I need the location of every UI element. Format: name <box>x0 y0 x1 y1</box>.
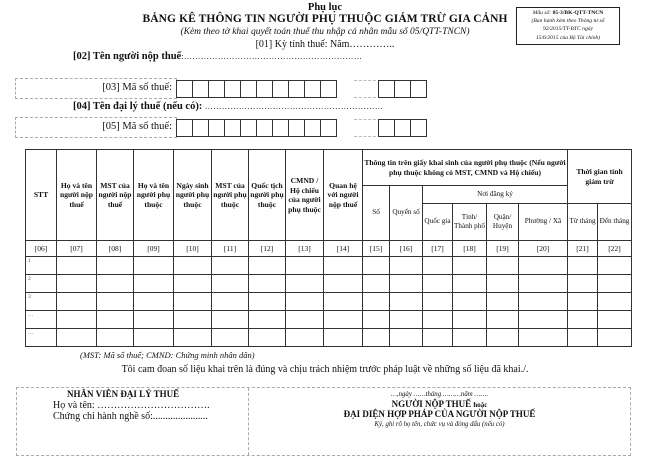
table-cell[interactable] <box>134 257 174 275</box>
table-cell[interactable] <box>324 257 363 275</box>
table-cell[interactable] <box>249 329 286 347</box>
column-code: [14] <box>324 241 363 257</box>
digit-box[interactable] <box>176 80 193 98</box>
table-cell[interactable] <box>519 311 568 329</box>
form-code: 05-3/BK-QTT-TNCN <box>552 10 604 16</box>
table-cell[interactable] <box>97 311 134 329</box>
agent-tax-code-label: [05] Mã số thuế: <box>102 121 172 132</box>
table-cell[interactable] <box>286 329 324 347</box>
table-cell[interactable] <box>598 275 632 293</box>
header-stt: STT <box>26 150 57 241</box>
document-title: BẢNG KÊ THÔNG TIN NGƯỜI PHỤ THUỘC GIẢM TRỪ GIA CẢNH <box>142 13 508 25</box>
table-cell[interactable] <box>423 293 453 311</box>
table-cell[interactable] <box>453 311 487 329</box>
taxpayer-tax-code-suffix-boxes[interactable] <box>378 80 426 98</box>
header-birth-certificate-group: Thông tin trên giấy khai sinh của người phụ thuộc (Nếu người phụ thuộc không có MST, CMND và Hộ chiếu) <box>363 150 568 186</box>
header-dependent-mst: MST của người phụ thuộc <box>212 150 249 241</box>
column-code: [22] <box>598 241 632 257</box>
table-cell[interactable] <box>568 257 598 275</box>
table-cell[interactable] <box>519 275 568 293</box>
header-registration-place: Nơi đăng ký <box>423 186 568 204</box>
document-subtitle: (Kèm theo tờ khai quyết toán thuế thu nhập cá nhân mẫu số 05/QTT-TNCN) <box>180 27 470 37</box>
taxpayer-name-field[interactable] <box>73 51 362 62</box>
signature-section <box>16 387 631 456</box>
column-code: [12] <box>249 241 286 257</box>
table-cell[interactable] <box>453 293 487 311</box>
column-code: [17] <box>423 241 453 257</box>
header-relationship: Quan hệ với người nộp thuế <box>324 150 363 241</box>
header-dependent-nationality: Quốc tịch người phụ thuộc <box>249 150 286 241</box>
table-cell[interactable] <box>174 311 212 329</box>
pledge-statement: Tôi cam đoan số liệu khai trên là đúng và chịu trách nhiệm trước pháp luật về những số liệu đã khai./. <box>121 364 529 375</box>
table-cell[interactable] <box>286 275 324 293</box>
column-code: [13] <box>286 241 324 257</box>
digit-box[interactable] <box>410 80 427 98</box>
table-cell[interactable] <box>97 275 134 293</box>
table-cell[interactable] <box>174 293 212 311</box>
table-cell[interactable] <box>487 329 519 347</box>
table-cell[interactable] <box>249 257 286 275</box>
header-dependent-id: CMND / Hộ chiếu của người phụ thuộc <box>286 150 324 241</box>
table-cell[interactable] <box>519 293 568 311</box>
table-cell[interactable] <box>598 293 632 311</box>
agent-tax-code-label-box <box>15 117 177 138</box>
table-cell[interactable] <box>57 311 97 329</box>
digit-box[interactable] <box>288 80 305 98</box>
table-cell[interactable] <box>174 275 212 293</box>
agent-tax-code-suffix-boxes[interactable] <box>378 119 426 137</box>
header-number: Số <box>363 186 390 241</box>
taxpayer-name-label: [02] Tên người nộp thuế <box>73 51 182 62</box>
table-cell[interactable] <box>363 329 390 347</box>
table-row <box>26 329 632 347</box>
column-code: [11] <box>212 241 249 257</box>
header-deduction-period-group: Thời gian tính giảm trừ <box>568 150 632 204</box>
tax-agent-name-input[interactable]: ……………………………………………………… <box>202 102 384 111</box>
column-code: [19] <box>487 241 519 257</box>
table-cell[interactable] <box>324 311 363 329</box>
row-number: 1 <box>26 257 57 275</box>
table-cell[interactable] <box>363 275 390 293</box>
table-cell[interactable] <box>249 293 286 311</box>
table-cell[interactable] <box>134 311 174 329</box>
column-code: [06] <box>26 241 57 257</box>
table-row <box>26 311 632 329</box>
table-cell[interactable] <box>423 257 453 275</box>
table-cell[interactable] <box>324 329 363 347</box>
column-code: [16] <box>390 241 423 257</box>
table-cell[interactable] <box>363 311 390 329</box>
tax-period-field[interactable]: [01] Kỳ tính thuế: Năm………….. <box>255 39 395 50</box>
digit-box[interactable] <box>272 80 289 98</box>
row-number: 3 <box>26 293 57 311</box>
table-cell[interactable] <box>212 311 249 329</box>
header-dependent-name: Họ và tên người phụ thuộc <box>134 150 174 241</box>
digit-box[interactable] <box>378 119 395 137</box>
digit-box[interactable] <box>272 119 289 137</box>
form-code-prefix: Mẫu số: <box>532 10 553 16</box>
table-cell[interactable] <box>134 275 174 293</box>
digit-box[interactable] <box>304 80 321 98</box>
column-code: [09] <box>134 241 174 257</box>
table-cell[interactable] <box>423 275 453 293</box>
taxpayer-tax-code-boxes[interactable] <box>176 80 336 98</box>
digit-box[interactable] <box>192 80 209 98</box>
table-cell[interactable] <box>390 275 423 293</box>
separator <box>354 119 376 137</box>
digit-box[interactable] <box>240 119 257 137</box>
digit-box[interactable] <box>176 119 193 137</box>
table-cell[interactable] <box>286 293 324 311</box>
dependents-table <box>25 149 632 349</box>
table-cell[interactable] <box>324 293 363 311</box>
tax-agent-staff-name-field[interactable]: Họ và tên: ……………………………. <box>53 400 210 411</box>
form-issued-line: (Ban hành kèm theo Thông tư số <box>531 18 605 25</box>
taxpayer-signature-block <box>249 390 630 429</box>
digit-box[interactable] <box>208 80 225 98</box>
digit-box[interactable] <box>256 119 273 137</box>
table-cell[interactable] <box>286 311 324 329</box>
table-cell[interactable] <box>249 275 286 293</box>
table-cell[interactable] <box>453 257 487 275</box>
table-cell[interactable] <box>212 257 249 275</box>
header-dependent-dob: Ngày sinh người phụ thuộc <box>174 150 212 241</box>
digit-box[interactable] <box>320 119 337 137</box>
table-row <box>26 257 632 275</box>
table-cell[interactable] <box>174 329 212 347</box>
table-cell[interactable] <box>57 275 97 293</box>
separator <box>354 80 376 98</box>
column-code-row <box>26 241 632 257</box>
table-cell[interactable] <box>568 311 598 329</box>
table-cell[interactable] <box>598 257 632 275</box>
taxpayer-signer-or: hoặc <box>473 400 488 409</box>
form-date-line: 15/6/2015 của Bộ Tài chính) <box>535 34 601 41</box>
table-cell[interactable] <box>390 311 423 329</box>
header-district: Quận/ Huyện <box>487 204 519 241</box>
table-cell[interactable] <box>568 293 598 311</box>
digit-box[interactable] <box>320 80 337 98</box>
tax-agent-certificate-field[interactable]: Chứng chỉ hành nghề số:...................... <box>53 411 208 422</box>
table-cell[interactable] <box>57 329 97 347</box>
table-cell[interactable] <box>423 311 453 329</box>
table-cell[interactable] <box>568 275 598 293</box>
digit-box[interactable] <box>410 119 427 137</box>
row-number: … <box>26 329 57 347</box>
table-cell[interactable] <box>598 311 632 329</box>
table-cell[interactable] <box>57 257 97 275</box>
table-cell[interactable] <box>598 329 632 347</box>
digit-box[interactable] <box>224 119 241 137</box>
tax-agent-staff-heading: NHÂN VIÊN ĐẠI LÝ THUẾ <box>67 389 180 399</box>
table-cell[interactable] <box>212 293 249 311</box>
digit-box[interactable] <box>224 80 241 98</box>
header-book-number: Quyển số <box>390 186 423 241</box>
table-cell[interactable] <box>324 275 363 293</box>
table-cell[interactable] <box>390 293 423 311</box>
header-taxpayer-mst: MST của người nộp thuế <box>97 150 134 241</box>
table-row <box>26 275 632 293</box>
taxpayer-tax-code-label: [03] Mã số thuế: <box>102 82 172 93</box>
table-cell[interactable] <box>134 329 174 347</box>
table-cell[interactable] <box>390 329 423 347</box>
digit-box[interactable] <box>256 80 273 98</box>
digit-box[interactable] <box>208 119 225 137</box>
header-province: Tỉnh/ Thành phố <box>453 204 487 241</box>
tax-agent-name-label: [04] Tên đại lý thuế (nếu có): <box>73 101 203 112</box>
digit-box[interactable] <box>288 119 305 137</box>
digit-box[interactable] <box>240 80 257 98</box>
appendix-label: Phụ lục <box>307 2 343 13</box>
taxpayer-tax-code-label-box <box>15 78 177 99</box>
column-code: [20] <box>519 241 568 257</box>
signature-date-field[interactable]: …,ngày ……tháng ………năm ……. <box>390 391 489 398</box>
table-cell[interactable] <box>97 293 134 311</box>
table-cell[interactable] <box>212 275 249 293</box>
column-code: [18] <box>453 241 487 257</box>
table-cell[interactable] <box>363 293 390 311</box>
table-cell[interactable] <box>453 275 487 293</box>
table-cell[interactable] <box>134 293 174 311</box>
table-cell[interactable] <box>487 275 519 293</box>
header-taxpayer-name: Họ và tên người nộp thuế <box>57 150 97 241</box>
column-code: [21] <box>568 241 598 257</box>
column-code: [07] <box>57 241 97 257</box>
header-ward: Phường / Xã <box>519 204 568 241</box>
table-cell[interactable] <box>174 257 212 275</box>
column-code: [10] <box>174 241 212 257</box>
table-cell[interactable] <box>519 257 568 275</box>
table-cell[interactable] <box>519 329 568 347</box>
taxpayer-signer-title: NGƯỜI NỘP THUẾ <box>391 398 474 409</box>
digit-box[interactable] <box>304 119 321 137</box>
column-code: [08] <box>97 241 134 257</box>
digit-box[interactable] <box>394 80 411 98</box>
table-cell[interactable] <box>390 257 423 275</box>
form-circular-line: 92/2015/TT-BTC ngày <box>542 26 594 33</box>
digit-box[interactable] <box>378 80 395 98</box>
header-to-month: Đến tháng <box>598 204 632 241</box>
table-cell[interactable] <box>568 329 598 347</box>
table-cell[interactable] <box>487 257 519 275</box>
abbreviation-note: (MST: Mã số thuế; CMND: Chứng minh nhân dân) <box>80 350 255 360</box>
signature-instruction: Ký, ghi rõ họ tên, chức vụ và đóng dấu (nếu có) <box>374 420 505 428</box>
table-cell[interactable] <box>453 329 487 347</box>
table-cell[interactable] <box>57 293 97 311</box>
digit-box[interactable] <box>192 119 209 137</box>
header-country: Quốc gia <box>423 204 453 241</box>
table-cell[interactable] <box>97 257 134 275</box>
table-cell[interactable] <box>286 257 324 275</box>
row-number: 2 <box>26 275 57 293</box>
tax-agent-staff-block <box>53 389 210 422</box>
table-cell[interactable] <box>363 257 390 275</box>
legal-representative-title: ĐẠI DIỆN HỢP PHÁP CỦA NGƯỜI NỘP THUẾ <box>343 409 536 419</box>
header-from-month: Từ tháng <box>568 204 598 241</box>
row-number: … <box>26 311 57 329</box>
agent-tax-code-boxes[interactable] <box>176 119 336 137</box>
taxpayer-name-input[interactable]: :……………………………………………………… <box>181 52 363 61</box>
tax-agent-name-field[interactable] <box>73 101 383 112</box>
table-cell[interactable] <box>97 329 134 347</box>
table-cell[interactable] <box>249 311 286 329</box>
table-cell[interactable] <box>423 329 453 347</box>
column-code: [15] <box>363 241 390 257</box>
table-cell[interactable] <box>487 293 519 311</box>
digit-box[interactable] <box>394 119 411 137</box>
table-cell[interactable] <box>212 329 249 347</box>
table-cell[interactable] <box>487 311 519 329</box>
table-row <box>26 293 632 311</box>
